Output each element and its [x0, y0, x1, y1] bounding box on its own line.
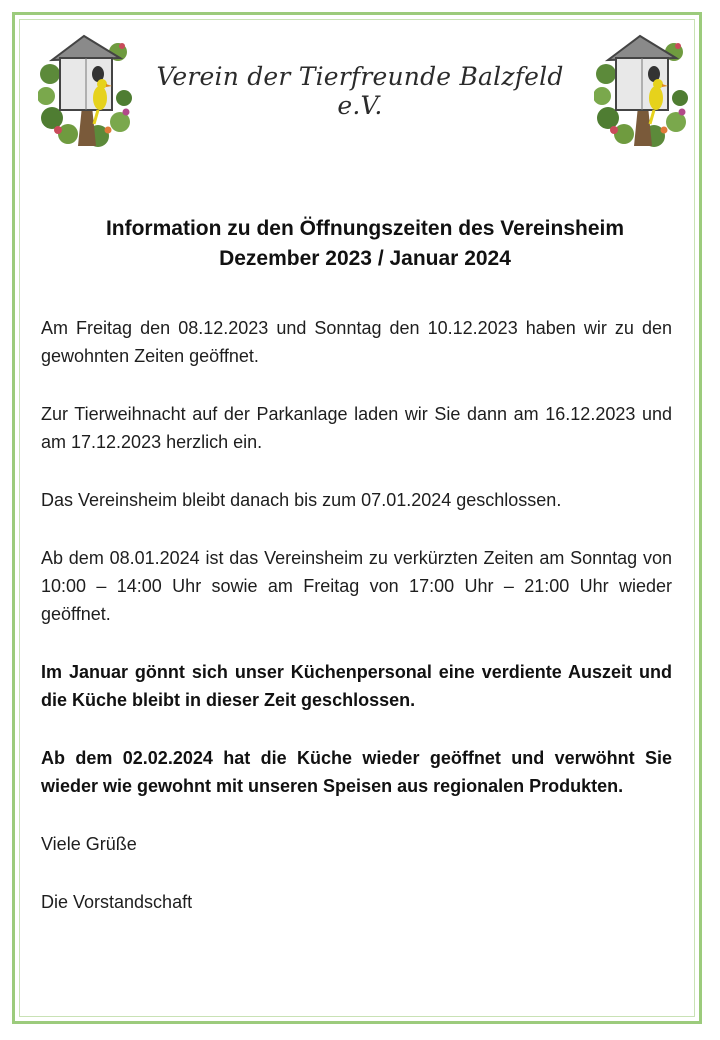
paragraph-december-hours: Am Freitag den 08.12.2023 und Sonntag den 10.12.2023 haben wir zu den gewohnten Zeiten geöffnet.: [41, 318, 672, 366]
letterhead: [0, 0, 720, 160]
birdhouse-logo-icon: [594, 34, 690, 148]
paragraph-january-hours: Ab dem 08.01.2024 ist das Vereinsheim zu verkürzten Zeiten am Sonntag von 10:00 – 14:00 Uhr sowie am Freitag von 17:00 Uhr – 21:00 Uhr wieder geöffnet.: [41, 548, 672, 624]
paragraph-christmas-event: Zur Tierweihnacht auf der Parkanlage laden wir Sie dann am 16.12.2023 und am 17.12.2023 herzlich ein.: [41, 404, 672, 452]
notice-title: [40, 214, 690, 274]
title-line-1: Information zu den Öffnungszeiten des Vereinsheim: [105, 217, 625, 240]
closing-greeting: Viele Grüße: [41, 834, 137, 854]
paragraph-closure: Das Vereinsheim bleibt danach bis zum 07.01.2024 geschlossen.: [41, 490, 562, 510]
closing-signature: Die Vorstandschaft: [41, 892, 193, 912]
paragraph-kitchen-break: Im Januar gönnt sich unser Küchenpersonal eine verdiente Auszeit und die Küche bleibt in dieser Zeit geschlossen.: [41, 662, 672, 710]
notice-body: [41, 314, 672, 946]
paragraph-kitchen-reopening: Ab dem 02.02.2024 hat die Küche wieder geöffnet und verwöhnt Sie wieder wie gewohnt mit unseren Speisen aus regionalen Produkten.: [41, 748, 672, 796]
title-line-2: Dezember 2023 / Januar 2024: [219, 247, 511, 270]
club-name: Verein der Tierfreunde Balzfeld e.V.: [156, 62, 564, 120]
birdhouse-logo-icon: [38, 34, 134, 148]
